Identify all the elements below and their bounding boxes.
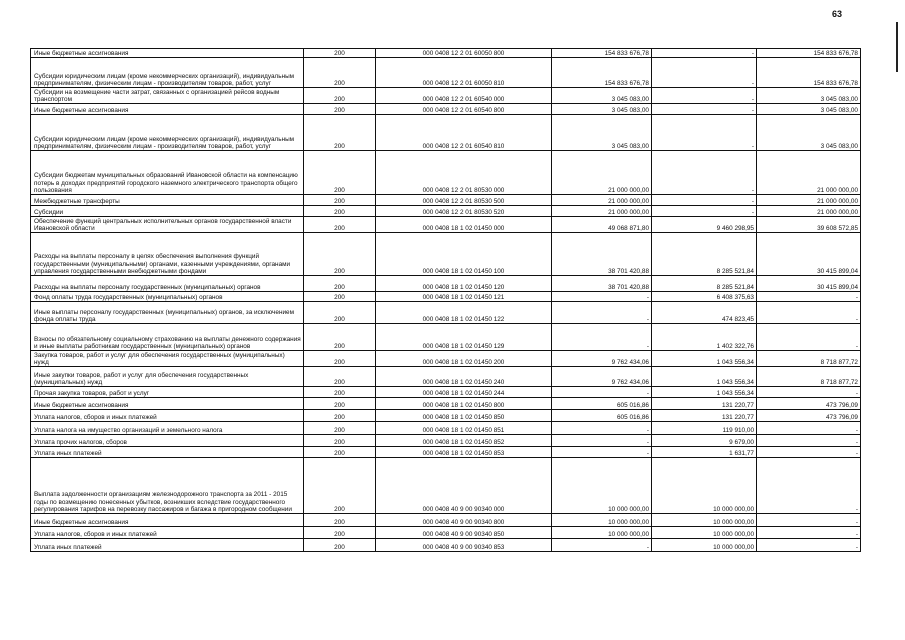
row-approved: -: [552, 387, 652, 398]
table-row: [31, 276, 861, 292]
row-unexecuted: 3 045 083,00: [757, 88, 861, 104]
row-executed: 119 910,00: [652, 422, 757, 435]
row-name: Субсидии юридическим лицам (кроме некоммерческих организаций), индивидуальным предпринимателям, физическим лицам - производителям товаров, работ, услуг: [31, 115, 304, 151]
row-csr-code: 000 0408 18 1 02 01450 129: [376, 324, 552, 351]
row-csr-code: 000 0408 12 2 01 80530 000: [376, 151, 552, 195]
row-code: 200: [304, 49, 376, 58]
row-csr-code: 000 0408 12 2 01 60540 800: [376, 104, 552, 115]
row-executed: -: [652, 49, 757, 58]
row-executed: 6 408 375,63: [652, 292, 757, 302]
row-code: 200: [304, 324, 376, 351]
row-unexecuted: -: [757, 422, 861, 435]
row-code: 200: [304, 447, 376, 458]
row-unexecuted: 21 000 000,00: [757, 195, 861, 206]
row-unexecuted: 39 608 572,85: [757, 217, 861, 233]
row-name: Уплата иных платежей: [31, 447, 304, 458]
row-unexecuted: -: [757, 539, 861, 552]
row-name: Уплата налогов, сборов и иных платежей: [31, 527, 304, 539]
row-approved: -: [552, 324, 652, 351]
row-csr-code: 000 0408 18 1 02 01450 850: [376, 410, 552, 422]
row-unexecuted: -: [757, 447, 861, 458]
table-row: [31, 398, 861, 410]
row-executed: -: [652, 151, 757, 195]
table-row: [31, 151, 861, 195]
table-row: [31, 527, 861, 539]
row-csr-code: 000 0408 12 2 01 60540 810: [376, 115, 552, 151]
row-approved: -: [552, 447, 652, 458]
row-executed: 9 679,00: [652, 435, 757, 447]
row-name: Иные выплаты персоналу государственных (муниципальных) органов, за исключением фонда оплаты труда: [31, 302, 304, 324]
table-row: [31, 104, 861, 115]
row-approved: 10 000 000,00: [552, 514, 652, 527]
row-name: Субсидии юридическим лицам (кроме некоммерческих организаций), индивидуальным предпринимателям, физическим лицам - производителям товаров, работ, услуг: [31, 58, 304, 88]
row-executed: -: [652, 115, 757, 151]
row-name: Иные бюджетные ассигнования: [31, 514, 304, 527]
row-executed: 10 000 000,00: [652, 539, 757, 552]
row-executed: 10 000 000,00: [652, 527, 757, 539]
row-executed: -: [652, 58, 757, 88]
row-name: Обеспечение функций центральных исполнительных органов государственной власти Ивановской области: [31, 217, 304, 233]
table-row: [31, 447, 861, 458]
row-executed: 131 220,77: [652, 410, 757, 422]
table-row: [31, 351, 861, 367]
table-row: [31, 367, 861, 387]
row-approved: 38 701 420,88: [552, 276, 652, 292]
row-code: 200: [304, 458, 376, 514]
row-csr-code: 000 0408 18 1 02 01450 121: [376, 292, 552, 302]
row-approved: 605 016,86: [552, 398, 652, 410]
row-unexecuted: -: [757, 514, 861, 527]
row-unexecuted: -: [757, 302, 861, 324]
scan-edge-mark: [896, 22, 898, 72]
row-code: 200: [304, 387, 376, 398]
budget-execution-table: [30, 48, 861, 552]
row-unexecuted: 21 000 000,00: [757, 151, 861, 195]
row-executed: 1 043 556,34: [652, 351, 757, 367]
row-approved: 10 000 000,00: [552, 527, 652, 539]
table-row: [31, 410, 861, 422]
row-executed: 1 631,77: [652, 447, 757, 458]
row-code: 200: [304, 104, 376, 115]
row-approved: 605 016,86: [552, 410, 652, 422]
row-name: Фонд оплаты труда государственных (муниципальных) органов: [31, 292, 304, 302]
table-row: [31, 422, 861, 435]
row-approved: 3 045 083,00: [552, 88, 652, 104]
row-code: 200: [304, 217, 376, 233]
row-approved: 21 000 000,00: [552, 206, 652, 217]
table-row: [31, 387, 861, 398]
row-csr-code: 000 0408 40 9 00 90340 000: [376, 458, 552, 514]
row-code: 200: [304, 367, 376, 387]
row-executed: 8 285 521,84: [652, 276, 757, 292]
row-executed: 131 220,77: [652, 398, 757, 410]
row-name: Субсидии на возмещение части затрат, связанных с организацией рейсов водным транспортом: [31, 88, 304, 104]
row-approved: 21 000 000,00: [552, 151, 652, 195]
row-unexecuted: -: [757, 387, 861, 398]
row-code: 200: [304, 410, 376, 422]
row-code: 200: [304, 422, 376, 435]
row-csr-code: 000 0408 18 1 02 01450 120: [376, 276, 552, 292]
row-executed: 10 000 000,00: [652, 514, 757, 527]
row-approved: 21 000 000,00: [552, 195, 652, 206]
row-unexecuted: 21 000 000,00: [757, 206, 861, 217]
row-executed: 9 460 298,95: [652, 217, 757, 233]
row-csr-code: 000 0408 18 1 02 01450 200: [376, 351, 552, 367]
row-code: 200: [304, 88, 376, 104]
row-unexecuted: -: [757, 527, 861, 539]
row-unexecuted: 473 796,09: [757, 398, 861, 410]
row-code: 200: [304, 151, 376, 195]
row-csr-code: 000 0408 18 1 02 01450 852: [376, 435, 552, 447]
row-executed: 1 402 322,76: [652, 324, 757, 351]
table-row: [31, 292, 861, 302]
row-csr-code: 000 0408 12 2 01 80530 500: [376, 195, 552, 206]
row-name: Расходы на выплаты персоналу в целях обеспечения выполнения функций государственными (муниципальными) органами, казенными учреждениями, органами управления государственными внебюджетными фондами: [31, 233, 304, 276]
page-number: 63: [832, 9, 843, 19]
row-name: Выплата задолженности организациям железнодорожного транспорта за 2011 - 2015 годы по возмещению понесенных убытков, возникших вследствие государственного регулирования тарифов на перевозку пассажиров и багажа в пригородном сообщении: [31, 458, 304, 514]
row-code: 200: [304, 539, 376, 552]
row-approved: -: [552, 539, 652, 552]
row-code: 200: [304, 195, 376, 206]
row-approved: -: [552, 435, 652, 447]
row-code: 200: [304, 351, 376, 367]
row-name: Закупка товаров, работ и услуг для обеспечения государственных (муниципальных) нужд: [31, 351, 304, 367]
row-code: 200: [304, 233, 376, 276]
row-unexecuted: -: [757, 435, 861, 447]
row-csr-code: 000 0408 12 2 01 60050 800: [376, 49, 552, 58]
row-csr-code: 000 0408 18 1 02 01450 100: [376, 233, 552, 276]
row-executed: -: [652, 206, 757, 217]
table-row: [31, 324, 861, 351]
row-executed: 1 043 556,34: [652, 367, 757, 387]
row-unexecuted: 3 045 083,00: [757, 104, 861, 115]
row-csr-code: 000 0408 40 9 00 90340 800: [376, 514, 552, 527]
table-row: [31, 435, 861, 447]
row-approved: -: [552, 302, 652, 324]
row-executed: 10 000 000,00: [652, 458, 757, 514]
table-row: [31, 206, 861, 217]
row-code: 200: [304, 292, 376, 302]
row-approved: 38 701 420,88: [552, 233, 652, 276]
row-executed: 8 285 521,84: [652, 233, 757, 276]
table-row: [31, 233, 861, 276]
row-approved: 154 833 676,78: [552, 58, 652, 88]
table-row: [31, 302, 861, 324]
row-unexecuted: 8 718 877,72: [757, 367, 861, 387]
table-row: [31, 514, 861, 527]
row-unexecuted: -: [757, 324, 861, 351]
row-unexecuted: 3 045 083,00: [757, 115, 861, 151]
row-unexecuted: 8 718 877,72: [757, 351, 861, 367]
row-executed: -: [652, 88, 757, 104]
row-csr-code: 000 0408 40 9 00 90340 853: [376, 539, 552, 552]
row-approved: 9 762 434,06: [552, 367, 652, 387]
row-executed: -: [652, 195, 757, 206]
row-unexecuted: -: [757, 292, 861, 302]
row-name: Взносы по обязательному социальному страхованию на выплаты денежного содержания и иные выплаты работникам государственных (муниципальных) органов: [31, 324, 304, 351]
row-csr-code: 000 0408 18 1 02 01450 244: [376, 387, 552, 398]
row-approved: 3 045 083,00: [552, 115, 652, 151]
row-code: 200: [304, 514, 376, 527]
row-approved: 3 045 083,00: [552, 104, 652, 115]
row-name: Субсидии бюджетам муниципальных образований Ивановской области на компенсацию потерь в доходах предприятий городского наземного электрического транспорта общего пользования: [31, 151, 304, 195]
row-code: 200: [304, 58, 376, 88]
table-row: [31, 115, 861, 151]
table-row: [31, 217, 861, 233]
table-body: [31, 49, 861, 552]
row-code: 200: [304, 527, 376, 539]
row-name: Межбюджетные трансферты: [31, 195, 304, 206]
row-code: 200: [304, 398, 376, 410]
row-unexecuted: 30 415 899,04: [757, 276, 861, 292]
row-unexecuted: 154 833 676,78: [757, 58, 861, 88]
table-row: [31, 539, 861, 552]
row-name: Субсидии: [31, 206, 304, 217]
row-executed: -: [652, 104, 757, 115]
row-name: Уплата иных платежей: [31, 539, 304, 552]
row-code: 200: [304, 435, 376, 447]
row-name: Иные бюджетные ассигнования: [31, 104, 304, 115]
row-approved: -: [552, 422, 652, 435]
row-csr-code: 000 0408 18 1 02 01450 853: [376, 447, 552, 458]
row-csr-code: 000 0408 18 1 02 01450 240: [376, 367, 552, 387]
row-approved: 154 833 676,78: [552, 49, 652, 58]
row-unexecuted: 154 833 676,78: [757, 49, 861, 58]
row-approved: 9 762 434,06: [552, 351, 652, 367]
row-csr-code: 000 0408 18 1 02 01450 122: [376, 302, 552, 324]
row-unexecuted: 30 415 899,04: [757, 233, 861, 276]
row-name: Иные бюджетные ассигнования: [31, 398, 304, 410]
row-executed: 1 043 556,34: [652, 387, 757, 398]
row-name: Уплата налога на имущество организаций и земельного налога: [31, 422, 304, 435]
row-csr-code: 000 0408 12 2 01 60050 810: [376, 58, 552, 88]
table-row: [31, 195, 861, 206]
row-name: Уплата налогов, сборов и иных платежей: [31, 410, 304, 422]
row-csr-code: 000 0408 12 2 01 60540 000: [376, 88, 552, 104]
row-code: 200: [304, 206, 376, 217]
table-row: [31, 88, 861, 104]
row-executed: 474 823,45: [652, 302, 757, 324]
row-name: Расходы на выплаты персоналу государственных (муниципальных) органов: [31, 276, 304, 292]
row-approved: 10 000 000,00: [552, 458, 652, 514]
row-csr-code: 000 0408 18 1 02 01450 000: [376, 217, 552, 233]
row-csr-code: 000 0408 18 1 02 01450 800: [376, 398, 552, 410]
table-row: [31, 49, 861, 58]
row-code: 200: [304, 302, 376, 324]
row-name: Иные бюджетные ассигнования: [31, 49, 304, 58]
row-code: 200: [304, 115, 376, 151]
row-unexecuted: 473 796,09: [757, 410, 861, 422]
row-approved: -: [552, 292, 652, 302]
row-code: 200: [304, 276, 376, 292]
row-approved: 49 068 871,80: [552, 217, 652, 233]
row-unexecuted: -: [757, 458, 861, 514]
row-csr-code: 000 0408 12 2 01 80530 520: [376, 206, 552, 217]
table-row: [31, 458, 861, 514]
table-row: [31, 58, 861, 88]
row-name: Прочая закупка товаров, работ и услуг: [31, 387, 304, 398]
row-csr-code: 000 0408 18 1 02 01450 851: [376, 422, 552, 435]
row-name: Иные закупки товаров, работ и услуг для обеспечения государственных (муниципальных) нужд: [31, 367, 304, 387]
row-csr-code: 000 0408 40 9 00 90340 850: [376, 527, 552, 539]
row-name: Уплата прочих налогов, сборов: [31, 435, 304, 447]
